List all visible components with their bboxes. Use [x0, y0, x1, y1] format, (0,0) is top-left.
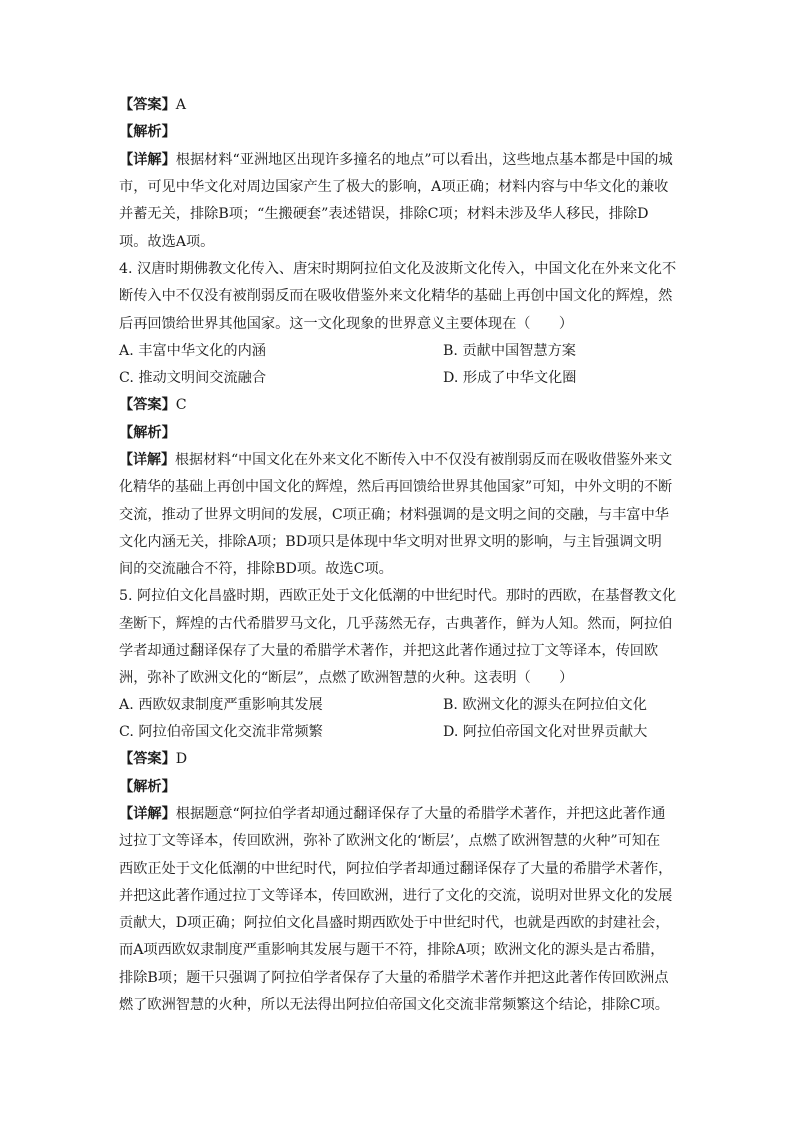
q5-detail-line-2: 过拉丁文等译本，传回欧洲，弥补了欧洲文化的‘断层’，点燃了欧洲智慧的火种”可知在 [119, 833, 661, 849]
q4-detail-line-5: 间的交流融合不符，排除BD项。故选C项。 [119, 561, 393, 577]
q3-analysis-heading: 【解析】 [119, 124, 176, 140]
q5-option-b: B. 欧洲文化的源头在阿拉伯文化 [443, 697, 647, 713]
q5-answer-line: 【答案】D [119, 751, 188, 767]
q5-option-d: D. 阿拉伯帝国文化对世界贡献大 [443, 724, 648, 740]
q5-stem-line-3: 学者却通过翻译保存了大量的希腊学术著作，并把这此著作通过拉丁文等译本，传回欧 [119, 643, 659, 659]
q4-option-d: D. 形成了中华文化圈 [443, 370, 577, 386]
q5-option-c: C. 阿拉伯帝国文化交流非常频繁 [119, 724, 323, 740]
q5-detail-line-4: 并把这此著作通过拉丁文等译本，传回欧洲，进行了文化的交流，说明对世界文化的发展 [119, 888, 673, 904]
q5-detail-line-3: 西欧正处于文化低潮的中世纪时代，阿拉伯学者却通过翻译保存了大量的希腊学术著作， [119, 861, 673, 877]
q4-stem-line-1: 4. 汉唐时期佛教文化传入、唐宋时期阿拉伯文化及波斯文化传入，中国文化在外来文化不 [119, 261, 677, 277]
q3-detail-line-1: 【详解】根据材料“亚洲地区出现许多撞名的地点”可以看出，这些地点基本都是中国的城 [119, 152, 673, 168]
q5-detail-line-8: 燃了欧洲智慧的火种，所以无法得出阿拉伯帝国文化交流非常频繁这个结论，排除C项。 [119, 997, 669, 1013]
q4-option-b: B. 贡献中国智慧方案 [443, 343, 576, 359]
q4-answer-line: 【答案】C [119, 397, 187, 413]
q4-stem-line-2: 断传入中不仅没有被削弱反而在吸收借鉴外来文化精华的基础上再创中国文化的辉煌，然 [119, 288, 673, 304]
q4-stem-line-3: 后再回馈给世界其他国家。这一文化现象的世界意义主要体现在（ ） [119, 316, 574, 332]
q5-stem-line-2: 垄断下，辉煌的古代希腊罗马文化，几乎荡然无存，古典著作，鲜为人知。然而，阿拉伯 [119, 616, 673, 632]
q3-detail-line-4: 项。故选A项。 [119, 234, 215, 250]
q5-detail-line-1: 【详解】根据题意“阿拉伯学者却通过翻译保存了大量的希腊学术著作，并把这此著作通 [119, 806, 666, 822]
answer-value: A [175, 97, 187, 113]
q5-stem-line-1: 5. 阿拉伯文化昌盛时期，西欧正处于文化低潮的中世纪时代。那时的西欧，在基督教文化 [119, 588, 677, 604]
q3-detail-line-2: 市，可见中华文化对周边国家产生了极大的影响，A项正确；材料内容与中华文化的兼收 [119, 179, 669, 195]
q4-detail-line-2: 化精华的基础上再创中国文化的辉煌，然后再回馈给世界其他国家”可知，中外文明的不断 [119, 479, 673, 495]
q4-option-a: A. 丰富中华文化的内涵 [119, 343, 266, 359]
answer-tag: 【答案】 [119, 97, 176, 113]
q4-detail-line-1: 【详解】根据材料“中国文化在外来文化不断传入中不仅没有被削弱反而在吸收借鉴外来文 [119, 452, 673, 468]
q5-detail-line-7: 排除B项；题干只强调了阿拉伯学者保存了大量的希腊学术著作并把这此著作传回欧洲点 [119, 970, 669, 986]
detail-tag: 【详解】 [119, 152, 176, 168]
q5-option-a: A. 西欧奴隶制度严重影响其发展 [119, 697, 323, 713]
q3-answer-line [119, 96, 679, 114]
q4-analysis-heading: 【解析】 [119, 425, 176, 441]
q3-detail-line-3: 并蓄无关，排除B项；“生搬硬套”表述错误，排除C项；材料未涉及华人移民，排除D [119, 206, 649, 222]
q4-detail-line-3: 交流，推动了世界文明间的发展，C项正确；材料强调的是文明之间的交融，与丰富中华 [119, 507, 669, 523]
q5-analysis-heading: 【解析】 [119, 779, 176, 795]
q5-detail-line-6: 而A项西欧奴隶制度严重影响其发展与题干不符，排除A项；欧洲文化的源头是古希腊， [119, 942, 665, 958]
q5-detail-line-5: 贡献大，D项正确；阿拉伯文化昌盛时期西欧处于中世纪时代，也就是西欧的封建社会， [119, 915, 670, 931]
q4-option-c: C. 推动文明间交流融合 [119, 370, 267, 386]
q4-detail-line-4: 文化内涵无关，排除A项；BD项只是体现中华文明对世界文明的影响，与主旨强调文明 [119, 534, 662, 550]
q5-stem-line-4: 洲，弥补了欧洲文化的“断层”，点燃了欧洲智慧的火种。这表明（ ） [119, 670, 574, 686]
